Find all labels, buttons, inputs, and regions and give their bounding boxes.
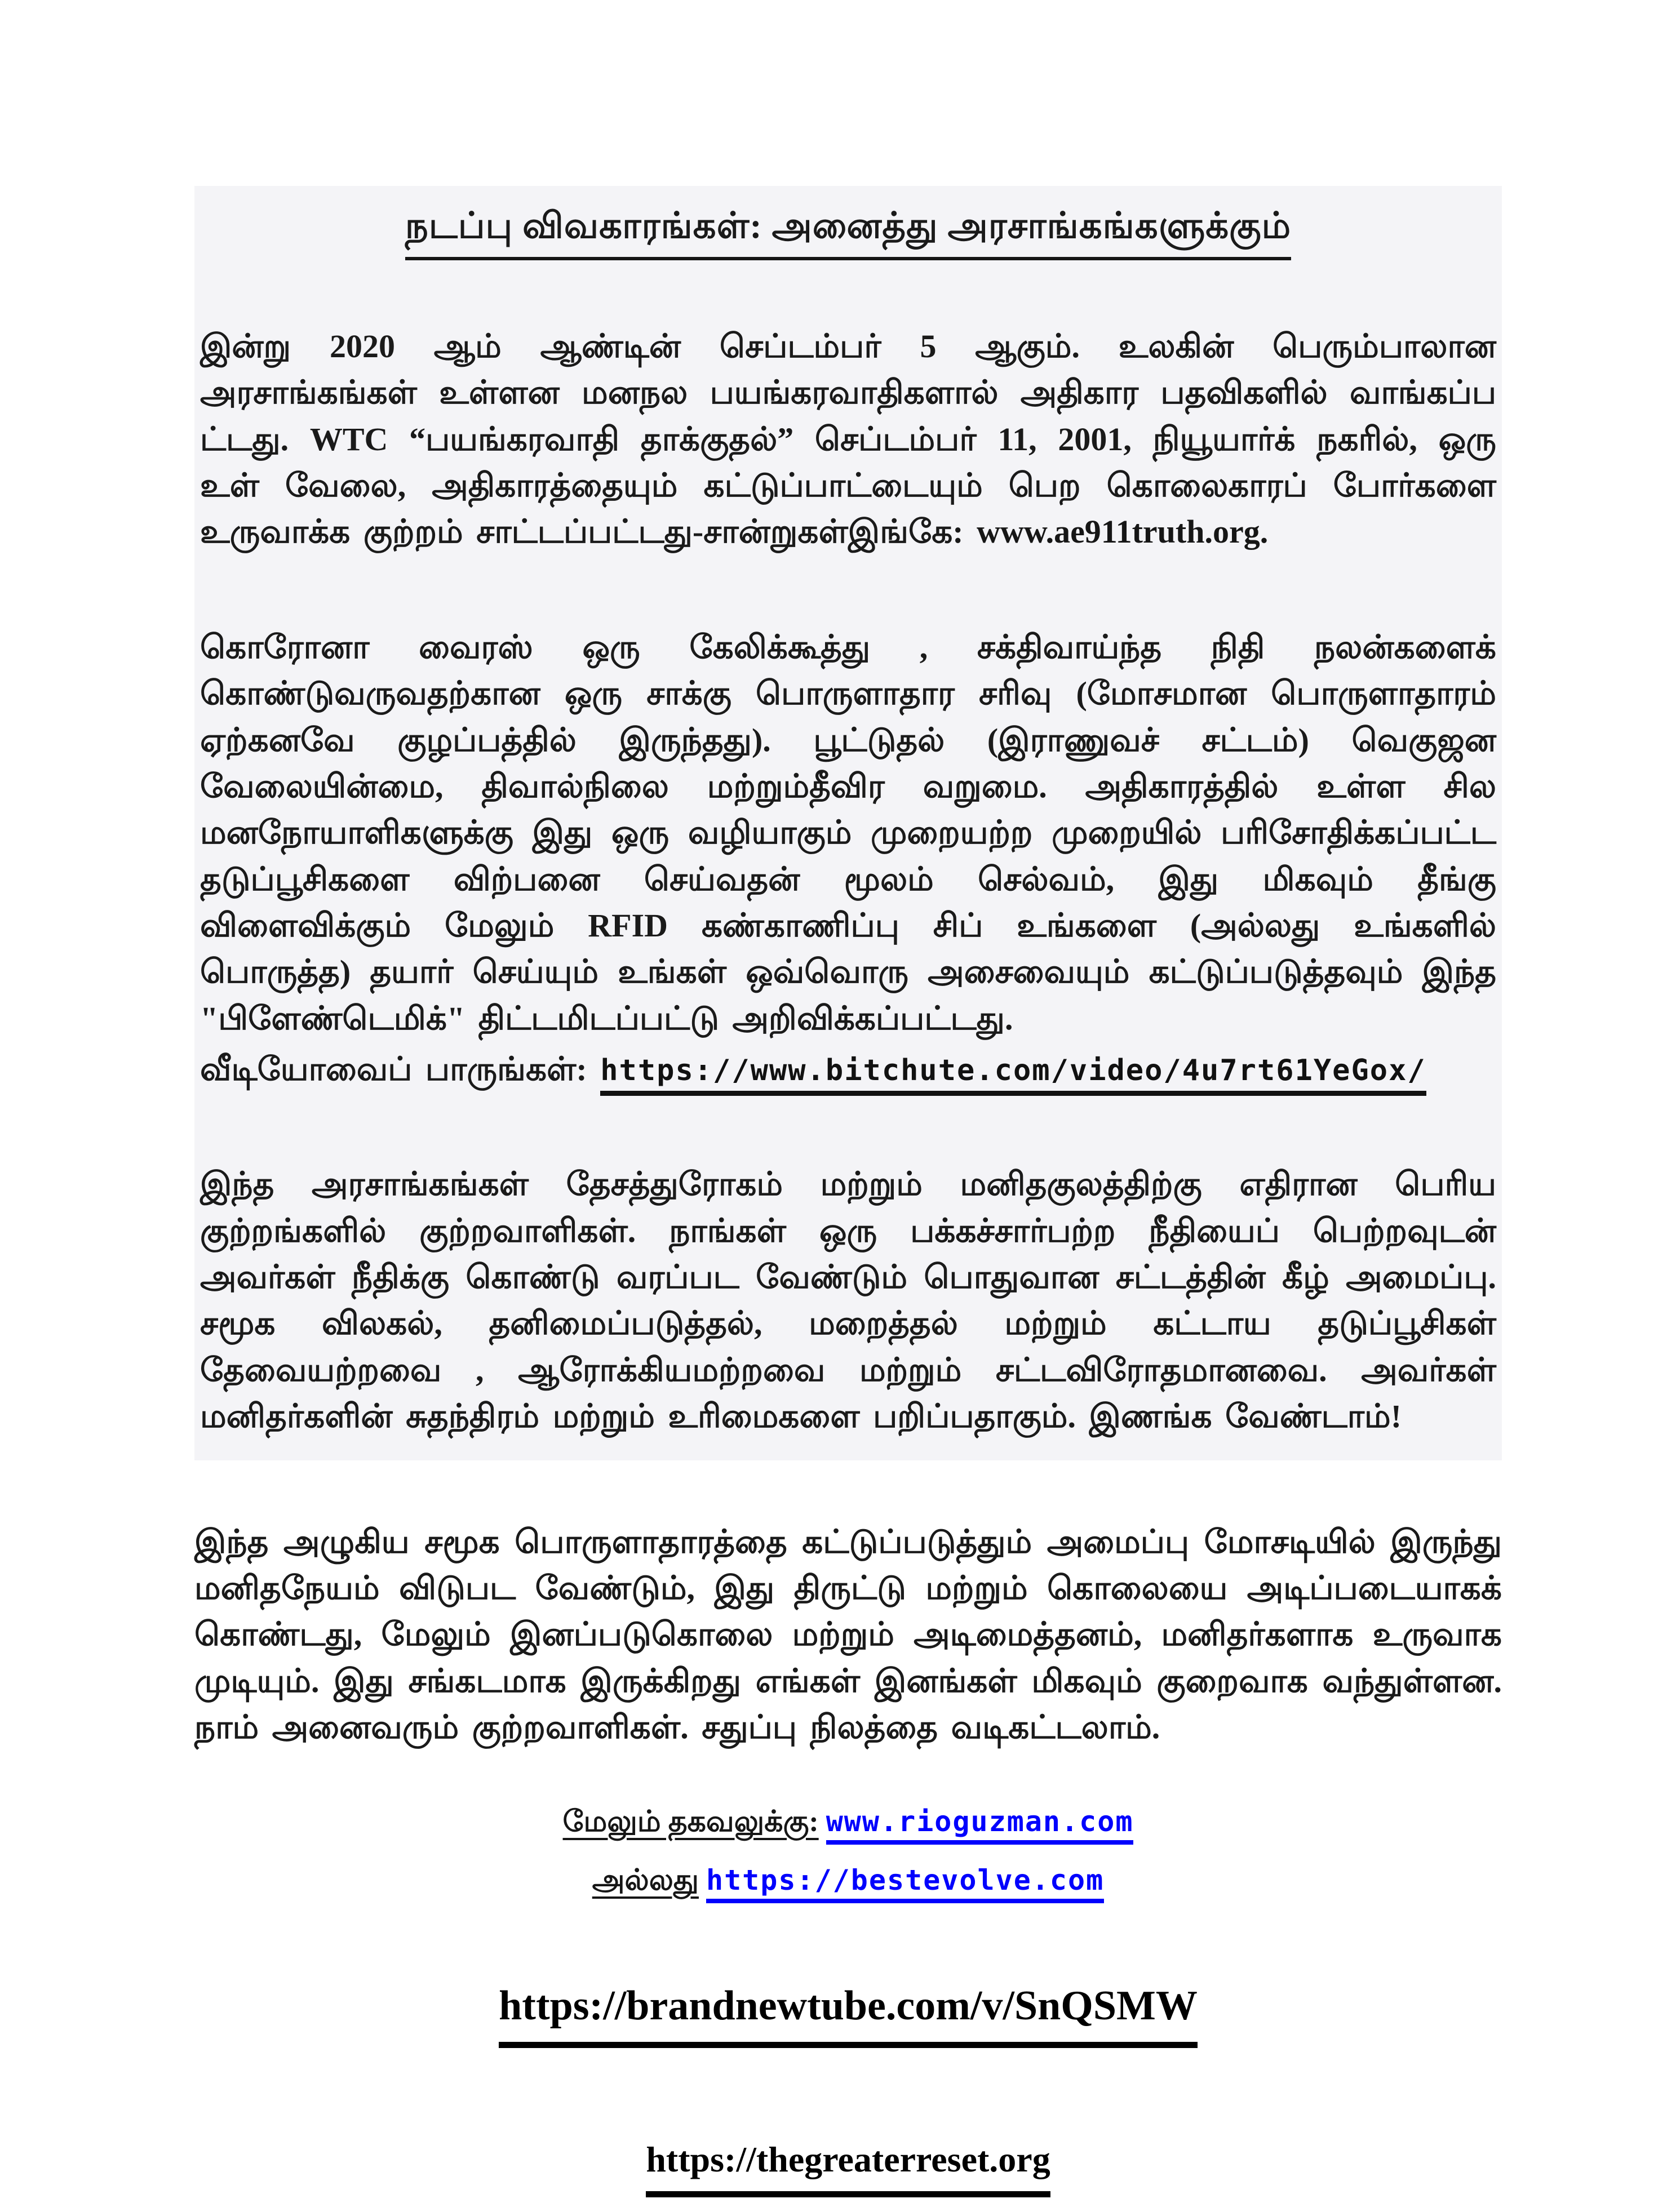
document-page — [194, 186, 1502, 2212]
more-info-line — [194, 1800, 1502, 1844]
paragraph-1-text: இன்று 2020 ஆம் ஆண்டின் செப்டம்பர் 5 ஆகும். உலகின் பெரும்பாலான அரசாங்கங்கள் உள்ளன மனநல பயங்கரவாதிகளால் அதிகார பதவிகளில் வாங்கப்ப ட்டது. WTC “பயங்கரவாதி தாக்குதல்” செப்டம்பர் 11, 2001, நியூயார்க் நகரில், ஒரு உள் வேலை, அதிகாரத்தையும் கட்டுப்பாட்டையும் பெற கொலைகாரப் போர்களை உருவாக்க குற்றம் சாட்டப்பட்டது-சான்றுகள்இங்கே: — [200, 328, 1496, 550]
watch-video-line — [200, 1046, 1496, 1092]
paragraph-3 — [200, 1161, 1496, 1440]
paragraph-4-text: இந்த அழுகிய சமூக பொருளாதாரத்தை கட்டுப்படுத்தும் அமைப்பு மோசடியில் இருந்து மனிதநேயம் விடுபட வேண்டும், இது திருட்டு மற்றும் கொலையை அடிப்படையாகக் கொண்டது, மேலும் இனப்படுகொலை மற்றும் அடிமைத்தனம், மனிதர்களாக உருவாக முடியும். இது சங்கடமாக இருக்கிறது எங்கள் இனங்கள் மிகவும் குறைவாக வந்துள்ளன. நாம் அனைவரும் குற்றவாளிகள். சதுப்பு நிலத்தை வடிகட்டலாம். — [194, 1523, 1502, 1745]
thegreaterreset-link[interactable]: https://thegreaterreset.org — [646, 2133, 1050, 2197]
brandnewtube-line — [194, 1975, 1502, 2048]
highlighted-text-block — [194, 186, 1502, 1460]
rioguzman-link[interactable]: www.rioguzman.com — [826, 1805, 1134, 1845]
paragraph-2 — [200, 624, 1496, 1093]
bitchute-video-link[interactable]: https://www.bitchute.com/video/4u7rt61YeGox/ — [600, 1054, 1426, 1096]
paragraph-2-text: கொரோனா வைரஸ் ஒரு கேலிக்கூத்து , சக்திவாய்ந்த நிதி நலன்களைக் கொண்டுவருவதற்கான ஒரு சாக்கு பொருளாதார சரிவு (மோசமான பொருளாதாரம் ஏற்கனவே குழப்பத்தில் இருந்தது). பூட்டுதல் (இராணுவச் சட்டம்) வெகுஜன வேலையின்மை, திவால்நிலை மற்றும்தீவிர வறுமை. அதிகாரத்தில் உள்ள சில மனநோயாளிகளுக்கு இது ஒரு வழியாகும் முறையற்ற முறையில் பரிசோதிக்கப்பட்ட தடுப்பூசிகளை விற்பனை செய்வதன் மூலம் செல்வம், இது மிகவும் தீங்கு விளைவிக்கும் மேலும் RFID கண்காணிப்பு சிப் உங்களை (அல்லது உங்களில் பொருத்த) தயார் செய்யும் உங்கள் ஒவ்வொரு அசைவையும் கட்டுப்படுத்தவும் இந்த "பிளேண்டெமிக்" திட்டமிடப்பட்டு அறிவிக்கப்பட்டது. — [200, 628, 1496, 1037]
paragraph-1 — [200, 323, 1496, 556]
page-title — [200, 205, 1496, 260]
more-info-label: மேலும் தகவலுக்கு: — [562, 1806, 819, 1838]
footer-links — [194, 1800, 1502, 2197]
bestevolve-link[interactable]: https://bestevolve.com — [706, 1864, 1104, 1903]
page-title-text: நடப்பு விவகாரங்கள்: அனைத்து அரசாங்கங்களுக்கும் — [405, 205, 1291, 260]
brandnewtube-link[interactable]: https://brandnewtube.com/v/SnQSMW — [499, 1975, 1198, 2048]
or-line — [194, 1859, 1502, 1903]
ae911truth-link[interactable]: www.ae911truth.org. — [977, 513, 1269, 550]
watch-video-label: வீடியோவைப் பாருங்கள்: — [200, 1051, 587, 1088]
paragraph-4 — [194, 1519, 1502, 1751]
paragraph-3-text: இந்த அரசாங்கங்கள் தேசத்துரோகம் மற்றும் மனிதகுலத்திற்கு எதிரான பெரிய குற்றங்களில் குற்றவாளிகள். நாங்கள் ஒரு பக்கச்சார்பற்ற நீதியைப் பெற்றவுடன் அவர்கள் நீதிக்கு கொண்டு வரப்பட வேண்டும் பொதுவான சட்டத்தின் கீழ் அமைப்பு. சமூக விலகல், தனிமைப்படுத்தல், மறைத்தல் மற்றும் கட்டாய தடுப்பூசிகள் தேவையற்றவை , ஆரோக்கியமற்றவை மற்றும் சட்டவிரோதமானவை. அவர்கள் மனிதர்களின் சுதந்திரம் மற்றும் உரிமைகளை பறிப்பதாகும். இணங்க வேண்டாம்! — [200, 1166, 1496, 1435]
or-label: அல்லது — [592, 1864, 699, 1897]
thegreaterreset-line — [194, 2133, 1502, 2197]
